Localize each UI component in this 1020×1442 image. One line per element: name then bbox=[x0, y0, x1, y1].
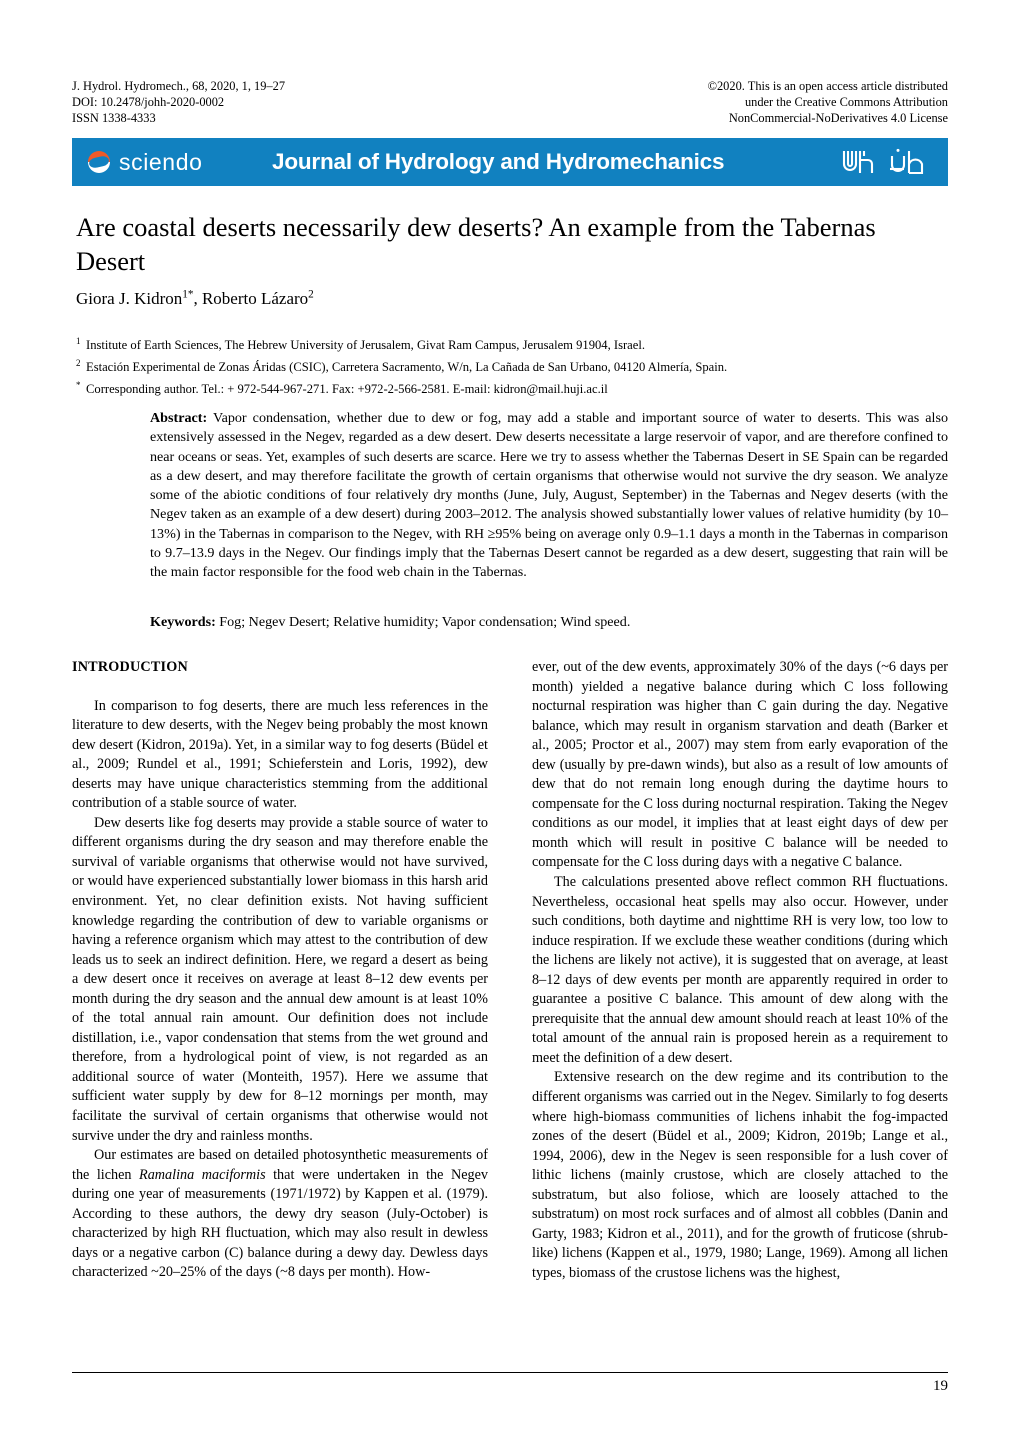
species-name: Ramalina maciformis bbox=[139, 1166, 266, 1183]
keywords-label: Keywords: bbox=[150, 614, 216, 630]
journal-citation: J. Hydrol. Hydromech., 68, 2020, 1, 19–27 bbox=[72, 79, 286, 93]
corresponding-author-text: Corresponding author. Tel.: + 972-544-967-271. Fax: +972-2-566-2581. E-mail: kidron@mail.huji.ac.il bbox=[86, 382, 608, 397]
author-separator: , bbox=[193, 289, 202, 308]
keywords bbox=[150, 613, 948, 632]
ih-basin-logo-icon bbox=[888, 147, 926, 177]
abstract-label: Abstract: bbox=[150, 410, 208, 426]
header-meta bbox=[72, 78, 948, 127]
issn-line: ISSN 1338-4333 bbox=[72, 111, 156, 126]
sciendo-logo bbox=[88, 149, 248, 176]
paragraph-text-post: that were undertaken in the Negev during one year of measurements (1971/1972) by Kappen et al. (1979). According to these authors, the dewy dry season (July-October) is characterized by high RH fluctuation, which may also result in dewless days or a negative carbon (C) balance during a dewy day. Dewless days characterized ~20–25% of the days (~8 days per month). How- bbox=[72, 1166, 489, 1281]
journal-banner bbox=[72, 138, 948, 186]
affiliation-2 bbox=[76, 355, 948, 377]
sciendo-wordmark: sciendo bbox=[119, 148, 203, 175]
affiliation-1-text: Institute of Earth Sciences, The Hebrew University of Jerusalem, Givat Ram Campus, Jerusalem 91904, Israel. bbox=[86, 338, 645, 353]
paragraph: Extensive research on the dew regime and its contribution to the different organisms was carried out in the Negev. Similarly to fog deserts where high-biomass communities of lichens inhabit the fog-impacted zones of the desert (Büdel et al., 2009; Kidron, 2019b; Lange et al., 1994, 2006), dew in the Negev is seen responsible for a lush cover of lithic lichens (mainly crustose, which are closely attached to the substratum, but also foliose, which are loosely attached to the substratum) on most rock surfaces and of almost all cobbles (Danin and Garty, 1983; Kidron et al., 2011), and for the growth of fruticose (shrub-like) lichens (Kappen et al., 1979, 1980; Lange, 1969). Among all lichen types, biomass of the crustose lichens was the highest, bbox=[532, 1069, 948, 1281]
page-number: 19 bbox=[933, 1378, 948, 1394]
author-2-name: Roberto Lázaro bbox=[201, 289, 309, 308]
author-1-affiliation-marker: 1* bbox=[182, 288, 194, 301]
corresponding-author-marker: * bbox=[76, 379, 81, 390]
paragraph-text-pre: Our estimates are based on detailed photosynthetic measurements of the lichen bbox=[72, 1147, 488, 1183]
affiliation-2-marker: 2 bbox=[76, 357, 81, 368]
paragraph: In comparison to fog deserts, there are much less references in the literature to dew deserts, with the Negev being probably the most known dew desert (Kidron, 2019a). Yet, in a similar way to fog deserts (Büdel et al., 2009; Rundel et al., 1991; Schieferstein and Loris, 1992), dew deserts may have unique characteristics stemming from the additional contribution of a stable source of water. bbox=[72, 697, 488, 812]
paragraph: Dew deserts like fog deserts may provide a stable source of water to different organisms during the dry season and may therefore enable the survival of variable organisms that otherwise would not have survived, or would have experienced substantially lower biomass in this harsh arid environment. Yet, no clear definition exists. Not having sufficient knowledge regarding the contribution of dew to variable organisms or having a reference organism which may attest to the contribution of dew leads us to seek an indirect definition. Here, we regard a desert as being a dew desert once it receives on average at least 8–12 dew events per month during the dry season and the annual dew amount is at least 10% of the total annual rain amount. Our definition does not include distillation, i.e., vapor condensation that stems from the wet ground and therefore, from a hydrological point of view, is not regarded as an additional source of water (Monteith, 1957). Here we assume that sufficient water supply by dew for 8–12 mornings per month, may facilitate the survival of certain organisms that otherwise would not survive under the dry and rainless months. bbox=[72, 814, 488, 1144]
uh-pipe-logo-icon bbox=[840, 147, 878, 177]
affiliation-1 bbox=[76, 333, 948, 355]
paragraph bbox=[72, 1146, 488, 1283]
header-citation-block bbox=[72, 78, 285, 127]
body-columns bbox=[72, 658, 948, 1358]
keywords-text: Fog; Negev Desert; Relative humidity; Vapor condensation; Wind speed. bbox=[215, 614, 631, 630]
license-line-2: under the Creative Commons Attribution bbox=[744, 95, 948, 110]
sciendo-mark-icon bbox=[88, 151, 110, 173]
doi-line: DOI: 10.2478/johh-2020-0002 bbox=[72, 95, 225, 110]
paragraph: The calculations presented above reflect common RH fluctuations. Nevertheless, occasional heat spells may also occur. However, under such conditions, both daytime and nighttime RH is very low, too low to induce respiration. If we exclude these weather conditions (during which the lichens are likely not active), it is suggested that on average, at least 8–12 days of dew events per month are apparently required in order to guarantee a positive C balance. This amount of dew along with the prerequisite that the annual dew amount should reach at least 10% of the total amount of the annual rain is proposed herein as a requirement to meet the definition of a dew desert. bbox=[532, 874, 948, 1066]
abstract-text: Vapor condensation, whether due to dew or fog, may add a stable and important source of water to deserts. This was also extensively assessed in the Negev, regarded as a dew desert. Dew deserts necessitate a large reservoir of vapor, and are therefore confined to near oceans or seas. Yet, examples of such deserts are scarce. Here we try to assess whether the Tabernas Desert in SE Spain can be regarded as a dew desert, and may therefore facilitate the growth of certain organisms that otherwise would not survive the dry season. We analyze some of the abiotic conditions of four relatively dry months (June, July, August, September) in the Tabernas and Negev deserts (with the Negev taken as an example of a dew desert) during 2003–2012. The analysis showed substantially lower values of relative humidity (by 10–13%) in the Tabernas in comparison to the Negev, with RH ≥95% being on average only 0.9–1.1 days a month in the Tabernas in comparison to 9.7–13.9 days in the Negev. Our findings imply that the Tabernas Desert cannot be regarded as a dew desert, suggesting that rain will be the main factor responsible for the food web chain in the Tabernas. bbox=[150, 410, 948, 581]
section-heading-introduction: INTRODUCTION bbox=[72, 659, 188, 675]
author-2-affiliation-marker: 2 bbox=[308, 288, 314, 301]
banner-icons bbox=[840, 147, 926, 177]
journal-title: Journal of Hydrology and Hydromechanics bbox=[272, 149, 725, 174]
license-line-3: NonCommercial-NoDerivatives 4.0 License bbox=[728, 111, 948, 126]
author-list bbox=[76, 288, 948, 310]
corresponding-author-note bbox=[76, 377, 948, 399]
right-column bbox=[532, 658, 948, 1358]
affiliations bbox=[76, 333, 948, 399]
affiliation-2-text: Estación Experimental de Zonas Áridas (CSIC), Carretera Sacramento, W/n, La Cañada de San Urbano, 04120 Almería, Spain. bbox=[86, 360, 728, 375]
affiliation-1-marker: 1 bbox=[76, 336, 81, 346]
paragraph: ever, out of the dew events, approximately 30% of the days (~6 days per month) yielded a negative balance during which C loss following nocturnal respiration was higher than C gain during the day. Negative balance, which may result in organism starvation and death (Barker et al., 2005; Proctor et al., 2007) may stem from early evaporation of the dew (usually by pre-dawn winds), but also as a result of low amounts of dew that do not remain long enough during the daytime hours to compensate for the C loss during nocturnal respiration. Taking the Negev conditions as our model, it implies that at least eight days of dew per month which will result in positive C balance will be needed to compensate for the C loss during days with a negative C balance. bbox=[532, 659, 948, 871]
author-1-name: Giora J. Kidron bbox=[76, 289, 183, 308]
header-license-block bbox=[708, 78, 948, 127]
page-title: Are coastal deserts necessarily dew deserts? An example from the Tabernas Desert bbox=[76, 212, 876, 276]
left-column bbox=[72, 658, 488, 1358]
abstract bbox=[150, 409, 948, 583]
footer-divider bbox=[72, 1372, 948, 1373]
license-line-1: ©2020. This is an open access article distributed bbox=[707, 79, 948, 93]
